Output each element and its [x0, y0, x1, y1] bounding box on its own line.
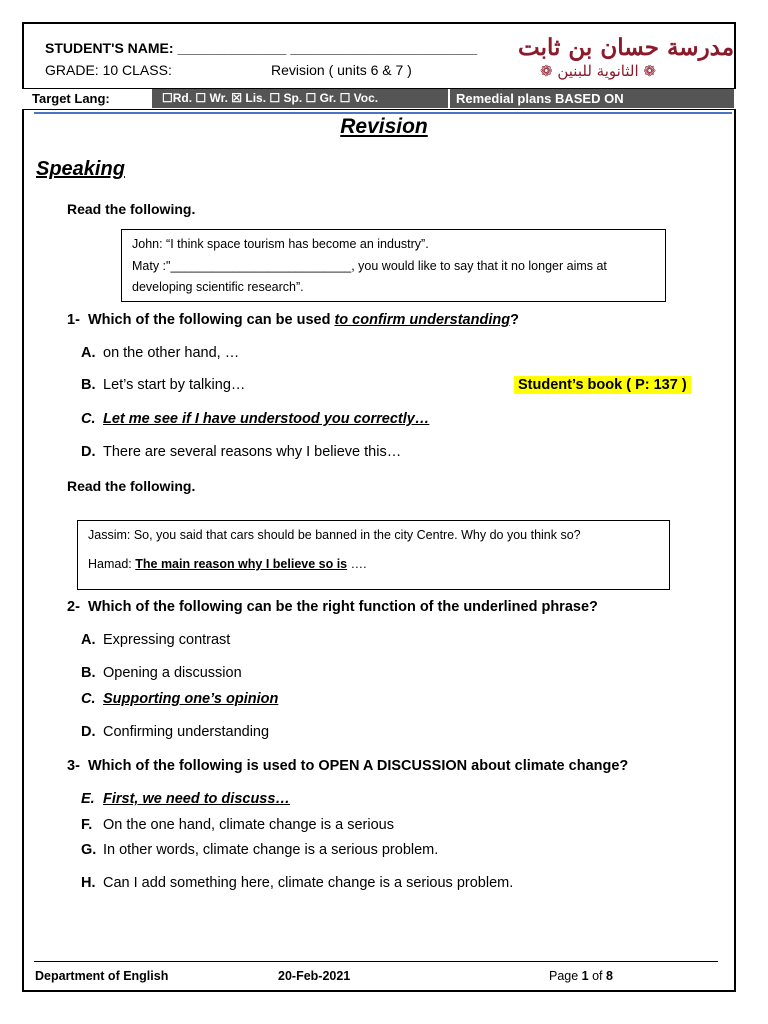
option-a: A. on the other hand, … [81, 345, 240, 361]
dialogue-line: Hamad: The main reason why I believe so is …. [88, 557, 367, 571]
instruction: Read the following. [67, 478, 196, 494]
question-3 [67, 758, 628, 774]
divider [34, 112, 732, 114]
flower-icon: ❁ [540, 62, 553, 80]
dialogue-box [77, 520, 670, 590]
question-number: 1- [67, 312, 80, 328]
option-g: G. In other words, climate change is a serious problem. [81, 842, 439, 858]
option-d: D. Confirming understanding [81, 724, 270, 740]
option-c-correct: C. Let me see if I have understood you correctly… [81, 411, 430, 427]
question-text: Which of the following can be used [87, 312, 335, 328]
option-a: A. Expressing contrast [81, 632, 231, 648]
remedial-plans-label: Remedial plans BASED ON [450, 89, 734, 108]
target-lang-label: Target Lang: [32, 91, 110, 106]
skills-bar [22, 88, 736, 110]
school-subtitle: الثانوية للبنين [557, 62, 639, 80]
footer-department: Department of English [35, 969, 169, 983]
instruction: Read the following. [67, 201, 196, 217]
question-text: Which of the following can be the right function of the underlined phrase? [87, 599, 598, 615]
footer-page-number: Page 1 of 8 [549, 969, 613, 983]
dialogue-line: developing scientific research”. [132, 280, 304, 294]
option-c-correct: C. Supporting one’s opinion [81, 691, 279, 707]
school-name: مدرسة حسان بن ثابت [518, 34, 735, 61]
option-d: D. There are several reasons why I believe this… [81, 444, 402, 460]
grade-class-label: GRADE: 10 CLASS: [45, 62, 172, 78]
revision-units: Revision ( units 6 & 7 ) [271, 62, 412, 78]
option-b: B. Let’s start by talking… [81, 377, 246, 393]
question-number: 2- [67, 599, 80, 615]
question-2 [67, 599, 598, 615]
footer-date: 20-Feb-2021 [278, 969, 351, 983]
dialogue-line: John: “I think space tourism has become an industry”. [132, 237, 429, 251]
section-heading: Speaking [36, 158, 125, 180]
question-text: Which of the following is used to OPEN A DISCUSSION about climate change? [87, 758, 629, 774]
option-f: F. On the one hand, climate change is a serious [81, 817, 394, 833]
page-title: Revision [340, 115, 428, 138]
option-e-correct: E. First, we need to discuss… [81, 791, 290, 807]
skills-checkboxes: ☐Rd. ☐ Wr. ☒ Lis. ☐ Sp. ☐ Gr. ☐ Voc. [152, 89, 450, 108]
question-1 [67, 312, 519, 328]
question-number: 3- [67, 758, 80, 774]
footer-divider [34, 961, 718, 962]
dialogue-line: Maty :"__________________________, you would like to say that it no longer aims at [132, 259, 607, 273]
dialogue-line: Jassim: So, you said that cars should be banned in the city Centre. Why do you think so? [88, 528, 581, 542]
dialogue-box [121, 229, 666, 302]
question-emphasis: to confirm understanding [334, 312, 511, 328]
flower-icon: ❁ [643, 62, 656, 80]
book-reference: Student’s book ( P: 137 ) [514, 376, 691, 394]
question-text: ? [510, 312, 519, 328]
school-subtitle-row [540, 62, 656, 80]
option-h: H. Can I add something here, climate change is a serious problem. [81, 875, 514, 891]
option-b: B. Opening a discussion [81, 665, 242, 681]
student-name-label: STUDENT'S NAME: ______________ ________________________ [45, 40, 478, 56]
